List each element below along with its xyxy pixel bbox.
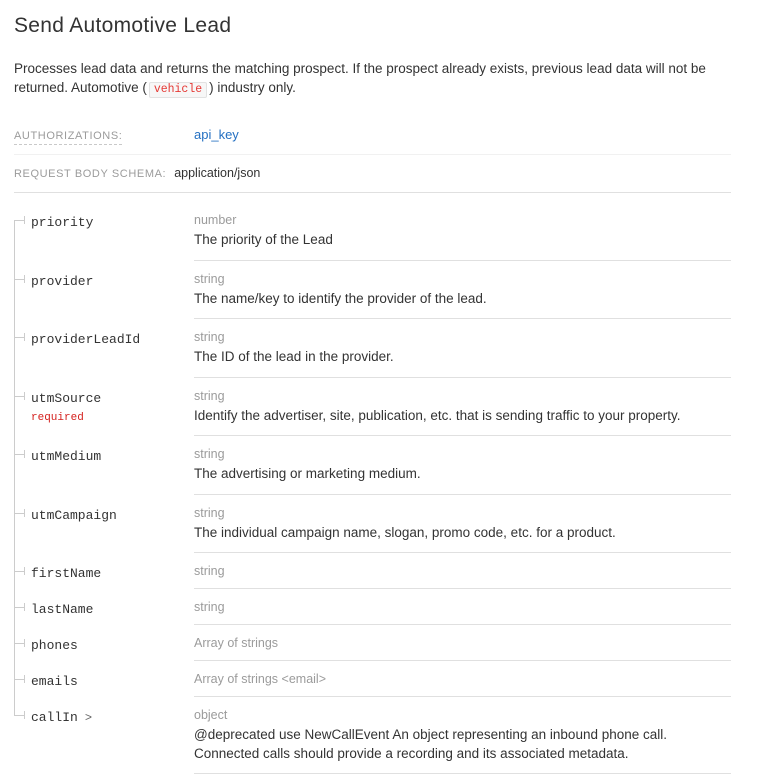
- field-name-cell: [14, 495, 194, 554]
- description-text-after: ) industry only.: [209, 80, 296, 95]
- authorizations-row: [14, 126, 731, 155]
- field-name-cell: [14, 436, 194, 495]
- field-name-cell: [14, 378, 194, 437]
- field-name-cell: [14, 661, 194, 697]
- field-type: string: [194, 330, 225, 344]
- field-name: utmSource: [31, 390, 102, 406]
- field-row-utmCampaign: [14, 495, 731, 554]
- field-row-providerLeadId: [14, 319, 731, 378]
- request-body-schema-label: REQUEST BODY SCHEMA:: [14, 168, 167, 180]
- field-type: object: [194, 708, 228, 722]
- field-detail-cell: [194, 495, 731, 554]
- description-text-before: Processes lead data and returns the matching prospect. If the prospect already exists, previous lead data will not be returned. Automotive (: [14, 61, 706, 95]
- tree-connector-icon: [14, 564, 28, 578]
- field-name-cell: [14, 625, 194, 661]
- field-type: string: [194, 447, 225, 461]
- field-row-utmMedium: [14, 436, 731, 495]
- field-name: callIn: [31, 710, 78, 725]
- tree-connector-icon: [14, 330, 28, 344]
- field-row-phones: [14, 625, 731, 661]
- tree-connector-icon: [14, 389, 28, 403]
- field-name: firstName: [31, 566, 102, 581]
- field-detail-cell: [194, 697, 731, 774]
- required-badge: required: [31, 411, 84, 424]
- field-row-callIn: [14, 697, 731, 774]
- field-type: Array of strings <email>: [194, 672, 326, 686]
- field-detail-cell: [194, 589, 731, 625]
- field-type: string: [194, 388, 225, 403]
- tree-connector-icon: [14, 672, 28, 686]
- field-detail-cell: [194, 661, 731, 697]
- field-description: The name/key to identify the provider of the lead.: [194, 290, 487, 306]
- tree-connector-icon: [14, 708, 28, 722]
- field-detail-cell: [194, 378, 731, 437]
- field-name: utmMedium: [31, 449, 102, 464]
- request-body-schema-row: [14, 166, 731, 193]
- field-name-cell: [14, 261, 194, 320]
- content-type-value: application/json: [174, 166, 261, 180]
- chevron-right-icon: >: [84, 711, 93, 725]
- field-name: phones: [31, 638, 78, 653]
- field-description: The ID of the lead in the provider.: [194, 349, 394, 364]
- field-description: The advertising or marketing medium.: [194, 466, 421, 481]
- field-description: The priority of the Lead: [194, 232, 333, 247]
- field-detail-cell: [194, 436, 731, 495]
- field-name-cell: [14, 202, 194, 261]
- tree-connector-icon: [14, 447, 28, 461]
- tree-connector-icon: [14, 506, 28, 520]
- tree-connector-icon: [14, 213, 28, 227]
- endpoint-description: [14, 59, 731, 99]
- field-description: @deprecated use NewCallEvent An object representing an inbound phone call. Connected calls should provide a recording and its associated metadata.: [194, 727, 668, 761]
- tree-connector-icon: [14, 636, 28, 650]
- field-type: string: [194, 271, 225, 286]
- api-key-link[interactable]: api_key: [194, 127, 239, 142]
- field-type: Array of strings: [194, 636, 279, 650]
- field-row-utmSource: [14, 378, 731, 437]
- vehicle-code-badge: vehicle: [149, 82, 207, 98]
- authorizations-label-cell: [14, 126, 194, 144]
- tree-connector-icon: [14, 600, 28, 614]
- field-detail-cell: [194, 319, 731, 378]
- field-name-cell: [14, 319, 194, 378]
- field-description: Identify the advertiser, site, publication, etc. that is sending traffic to your property.: [194, 407, 681, 423]
- field-row-lastName: [14, 589, 731, 625]
- page-title: Send Automotive Lead: [14, 14, 232, 37]
- field-detail-cell: [194, 553, 731, 589]
- field-type: string: [194, 505, 225, 520]
- field-type: string: [194, 564, 225, 578]
- field-name: provider: [31, 273, 94, 289]
- field-name: emails: [31, 674, 78, 689]
- field-name-cell: [14, 553, 194, 589]
- callin-expand-toggle[interactable]: [14, 697, 194, 774]
- field-name: priority: [31, 215, 94, 230]
- field-row-emails: [14, 661, 731, 697]
- field-name-cell: [14, 589, 194, 625]
- tree-connector-icon: [14, 272, 28, 286]
- field-type: string: [194, 600, 225, 614]
- field-type: number: [194, 213, 237, 227]
- field-row-provider: [14, 261, 731, 320]
- field-detail-cell: [194, 625, 731, 661]
- field-description: The individual campaign name, slogan, promo code, etc. for a product.: [194, 524, 616, 540]
- field-row-firstName: [14, 553, 731, 589]
- field-name: lastName: [31, 602, 94, 617]
- field-row-priority: [14, 202, 731, 261]
- authorizations-label: AUTHORIZATIONS:: [14, 130, 122, 145]
- field-detail-cell: [194, 261, 731, 320]
- schema-fields-list: [14, 202, 731, 774]
- field-name: providerLeadId: [31, 332, 141, 347]
- field-name: utmCampaign: [31, 507, 117, 523]
- field-detail-cell: [194, 202, 731, 261]
